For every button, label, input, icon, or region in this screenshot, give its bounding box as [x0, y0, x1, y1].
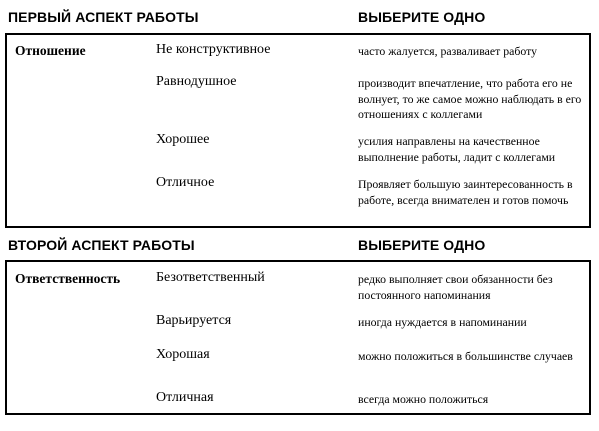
section1-option-2-description: производит впечатление, что работа его не волнует, то же самое можно наблюдать в его отношениях с коллегами: [358, 76, 582, 121]
section1-option-1-level[interactable]: Не конструктивное: [156, 42, 271, 57]
section1-option-4-description: Проявляет большую заинтересованность в работе, всегда внимателен и готов помочь: [358, 177, 573, 207]
section2-option-4-description: всегда можно положиться: [358, 392, 489, 406]
section2-choose-label: ВЫБЕРИТЕ ОДНО: [358, 237, 486, 253]
section2-option-1-description: редко выполняет свои обязанности без постоянного напоминания: [358, 272, 553, 302]
section2-option-3-description: можно положиться в большинстве случаев: [358, 349, 573, 363]
section1-option-2-level[interactable]: Равнодушное: [156, 74, 237, 89]
section1-aspect: Отношение: [15, 43, 86, 58]
section2-option-4-level[interactable]: Отличная: [156, 390, 214, 405]
section1-option-3-description: усилия направлены на качественное выполнение работы, ладит с коллегами: [358, 134, 556, 164]
section2-option-2-description: иногда нуждается в напоминании: [358, 315, 527, 329]
section1-title: ПЕРВЫЙ АСПЕКТ РАБОТЫ: [8, 9, 199, 25]
section2-option-2-level[interactable]: Варьируется: [156, 313, 232, 328]
section2-option-3-level[interactable]: Хорошая: [156, 347, 210, 362]
section2-option-1-level[interactable]: Безответственный: [156, 270, 265, 285]
section1-option-3-level[interactable]: Хорошее: [156, 132, 210, 147]
section1-option-1-description: часто жалуется, разваливает работу: [358, 44, 537, 58]
section2-title: ВТОРОЙ АСПЕКТ РАБОТЫ: [8, 237, 195, 253]
section1-choose-label: ВЫБЕРИТЕ ОДНО: [358, 9, 486, 25]
section1-option-4-level[interactable]: Отличное: [156, 175, 215, 190]
section2-aspect: Ответственность: [15, 271, 121, 286]
